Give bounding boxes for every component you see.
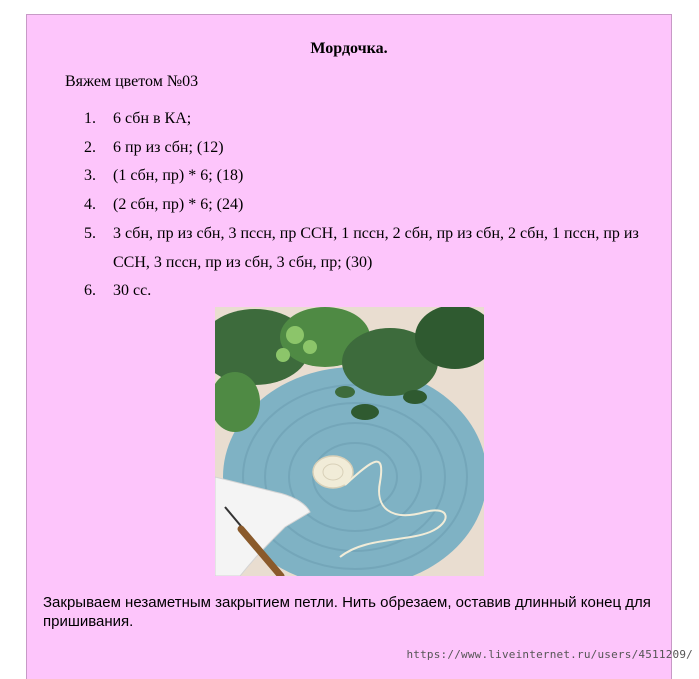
step-text: (1 сбн, пр) * 6; (18)	[113, 167, 244, 185]
step-text: 3 сбн, пр из сбн, 3 пссн, пр ССН, 1 пссн, 2 сбн, пр из сбн, 2 сбн, 1 пссн, пр из ССН, 3 пссн, пр из сбн, 3 сбн, пр; (30)	[113, 224, 639, 271]
instruction-list	[84, 105, 663, 306]
list-item	[84, 105, 663, 134]
list-item	[84, 191, 663, 220]
list-item	[84, 162, 663, 191]
step-number: 2.	[84, 138, 96, 156]
step-number: 4.	[84, 196, 96, 214]
intro-text: Вяжем цветом №03	[65, 73, 199, 90]
crochet-photo	[215, 307, 484, 576]
step-text: 30 сс.	[113, 282, 152, 300]
closing-text: Закрываем незаметным закрытием петли. Нить обрезаем, оставив длинный конец для пришивания.	[43, 594, 651, 630]
step-number: 6.	[84, 282, 96, 300]
section-title: Мордочка.	[310, 40, 388, 57]
step-text: 6 сбн в КА;	[113, 110, 192, 127]
step-number: 3.	[84, 167, 96, 185]
list-item	[84, 277, 663, 306]
crochet-photo-illustration	[215, 307, 484, 576]
document-page	[26, 14, 672, 679]
watermark-url: https://www.liveinternet.ru/users/4511209/	[406, 648, 693, 661]
list-item	[84, 220, 663, 277]
step-number: 1.	[84, 110, 96, 127]
list-item	[84, 134, 663, 163]
step-text: 6 пр из сбн; (12)	[113, 138, 224, 156]
step-text: (2 сбн, пр) * 6; (24)	[113, 196, 244, 214]
step-number: 5.	[84, 224, 96, 242]
